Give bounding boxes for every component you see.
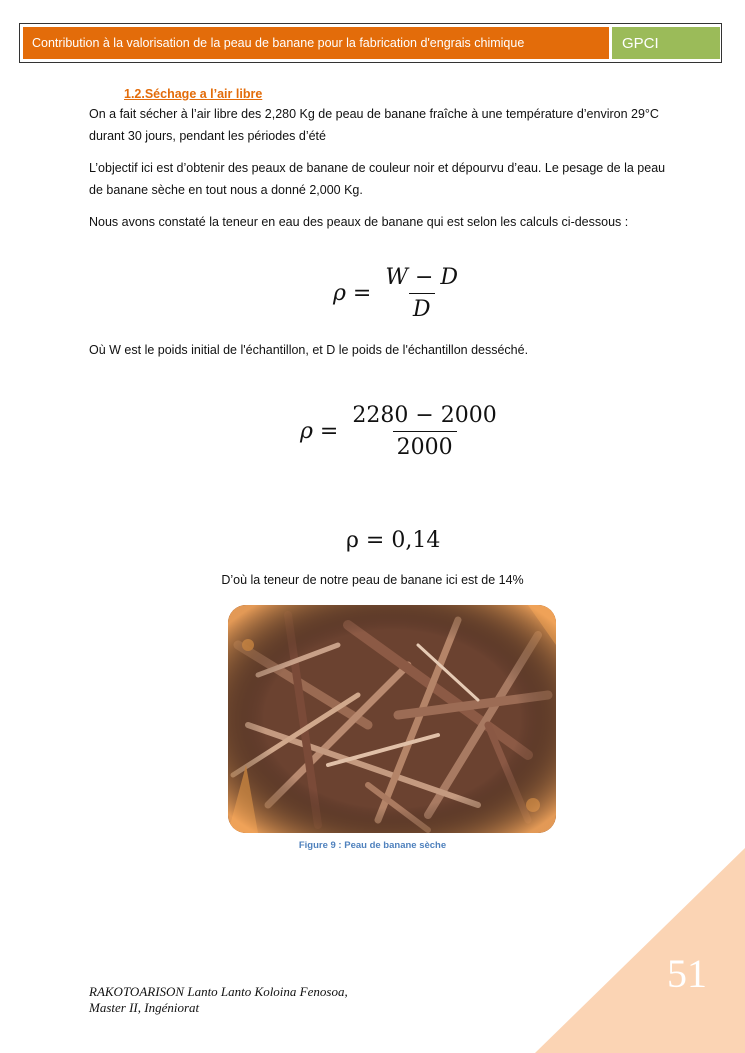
conclusion-text: D’où la teneur de notre peau de banane ici est de 14% <box>221 573 524 587</box>
header-tag: GPCI <box>612 27 720 59</box>
page-number: 51 <box>667 951 707 996</box>
substitution-lhs: ρ = <box>300 419 339 444</box>
formula-denominator: D <box>409 293 435 322</box>
section-heading: 1.2.Séchage a l’air libre <box>124 87 263 101</box>
footer-author: RAKOTOARISON Lanto Lanto Koloina Fenosoa, <box>89 984 348 999</box>
footer-degree: Master II, Ingéniorat <box>89 1000 200 1015</box>
substitution-fraction <box>348 403 500 460</box>
paragraph-water-content: Nous avons constaté la teneur en eau des peaux de banane qui est selon les calculs ci-dessous : <box>89 215 629 229</box>
formula-numerator: W − D <box>385 265 459 290</box>
substitution-numerator: 2280 − 2000 <box>352 403 497 428</box>
result-equation: ρ = 0,14 <box>346 528 441 553</box>
formula-fraction <box>381 265 462 322</box>
footer-author-block <box>89 984 348 1016</box>
paragraph-definition: Où W est le poids initial de l'échantillon, et D le poids de l'échantillon desséché. <box>89 343 529 357</box>
formula-lhs: ρ = <box>333 281 372 306</box>
figure-caption: Figure 9 : Peau de banane sèche <box>298 840 447 851</box>
dried-banana-peel-photo <box>228 605 556 833</box>
paragraph-drying: On a fait sécher à l’air libre des 2,280 Kg de peau de banane fraîche à une température d’environ 29°C durant 30 jours, pendant les périodes d’été <box>89 107 659 143</box>
formula-equation <box>333 265 462 322</box>
header-title: Contribution à la valorisation de la peau de banane pour la fabrication d'engrais chimique <box>23 27 609 59</box>
substitution-equation <box>300 403 501 460</box>
substitution-denominator: 2000 <box>393 431 457 460</box>
dried-peel-illustration <box>228 605 556 833</box>
page-header <box>19 23 722 63</box>
paragraph-objective: L’objectif ici est d’obtenir des peaux de banane de couleur noir et dépourvu d’eau. Le pesage de la peau de banane sèche en tout nous a donné 2,000 Kg. <box>89 161 666 197</box>
